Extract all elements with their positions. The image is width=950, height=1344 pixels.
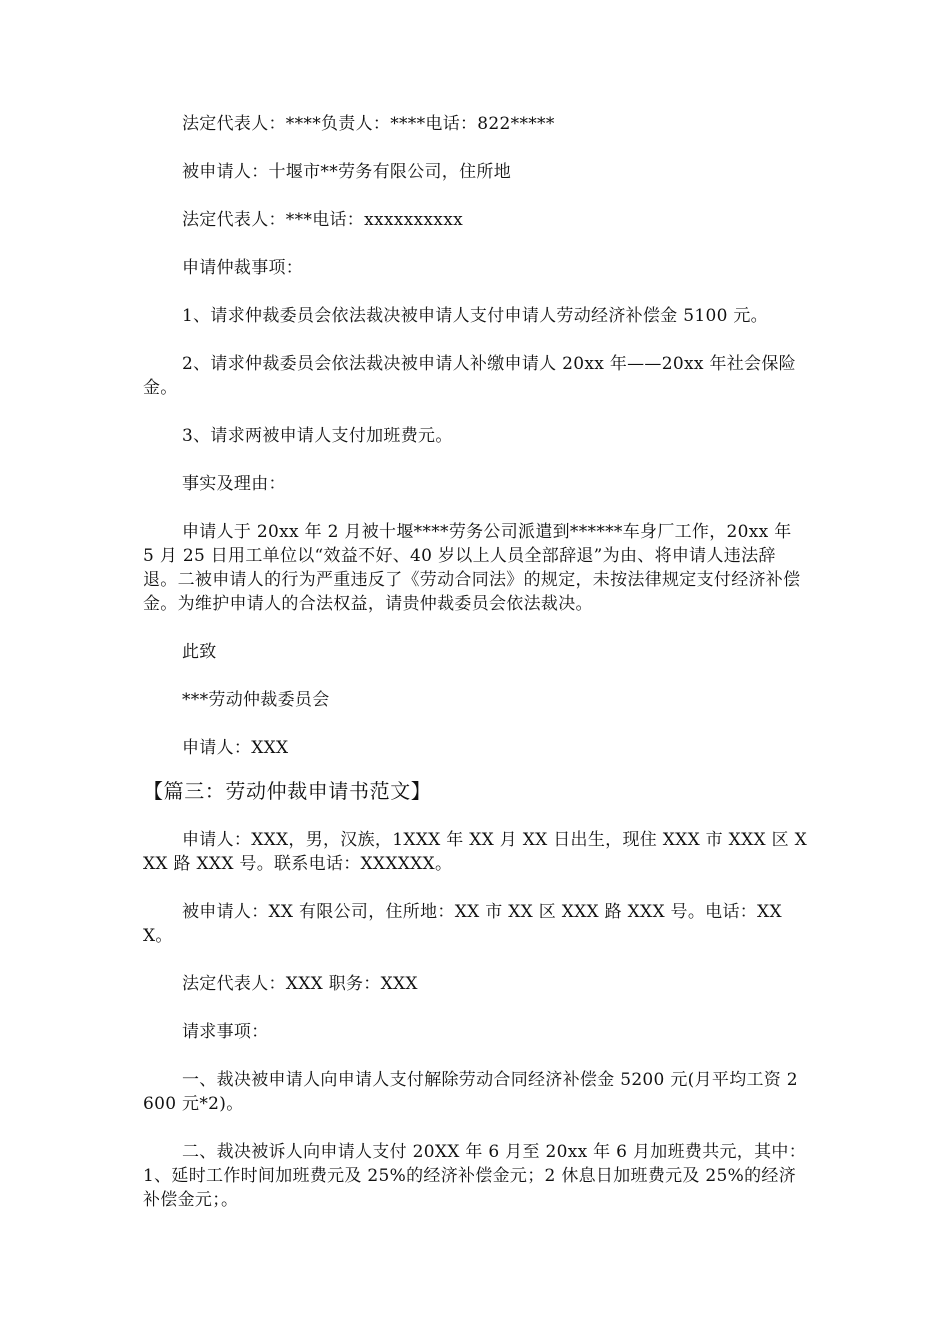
arbitration-item-2: 2、请求仲裁委员会依法裁决被申请人补缴申请人 20xx 年——20xx 年社会保险金。 [143, 354, 796, 398]
arbitration-item-1: 1、请求仲裁委员会依法裁决被申请人支付申请人劳动经济补偿金 5100 元。 [182, 306, 768, 326]
closing-salutation: 此致 [182, 642, 217, 662]
legal-representative-phone-line: 法定代表人：***电话：xxxxxxxxxx [182, 210, 463, 230]
respondent-info: 被申请人：XX 有限公司，住所地：XX 市 XX 区 XXX 路 XXX 号。电话：XXX。 [143, 902, 782, 946]
facts-body: 申请人于 20xx 年 2 月被十堰****劳务公司派遣到******车身厂工作，20xx 年 5 月 25 日用工单位以“效益不好、40 岁以上人员全部辞退”为由、将申请人违法辞退。二被申请人的行为严重违反了《劳动合同法》的规定，未按法律规定支付经济补偿金。为维护申请人的合法权益，请贵仲裁委员会依法裁决。 [143, 522, 801, 614]
legal-representative-line: 法定代表人：****负责人：****电话：822***** [182, 114, 555, 134]
document-page [143, 112, 807, 1212]
arbitration-item-3: 3、请求两被申请人支付加班费元。 [182, 426, 453, 446]
applicant-info: 申请人：XXX，男，汉族，1XXX 年 XX 月 XX 日出生，现住 XXX 市 XXX 区 XXX 路 XXX 号。联系电话：XXXXXX。 [143, 830, 807, 874]
applicant-signature: 申请人：XXX [182, 738, 289, 758]
facts-title: 事实及理由： [182, 474, 286, 494]
request-item-1: 一、裁决被申请人向申请人支付解除劳动合同经济补偿金 5200 元(月平均工资 2600 元*2)。 [143, 1070, 798, 1114]
section-heading: 【篇三：劳动仲裁申请书范文】 [143, 779, 432, 803]
legal-representative-info: 法定代表人：XXX 职务：XXX [182, 974, 418, 994]
request-item-2: 二、裁决被诉人向申请人支付 20XX 年 6 月至 20xx 年 6 月加班费共元，其中：1、延时工作时间加班费元及 25%的经济补偿金元；2 休息日加班费元及 25%的经济补偿金元；。 [143, 1142, 807, 1210]
respondent-line: 被申请人：十堰市**劳务有限公司，住所地 [182, 162, 511, 182]
arbitration-matters-title: 申请仲裁事项： [182, 258, 304, 278]
requests-title: 请求事项： [182, 1022, 269, 1042]
addressee-committee: ***劳动仲裁委员会 [182, 690, 330, 710]
